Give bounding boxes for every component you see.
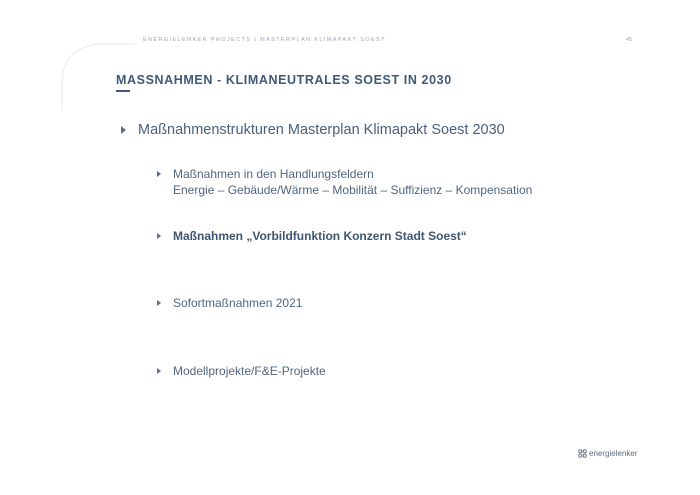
- sub-bullet-text-line2: Energie – Gebäude/Wärme – Mobilität – Suffizienz – Kompensation: [173, 183, 533, 197]
- sub-bullet-sofortmassnahmen: [157, 295, 302, 311]
- running-header: ENERGIELENKER PROJECTS | MASTERPLAN KLIMAPAKT SOEST: [143, 37, 386, 43]
- energielenker-logo: [578, 449, 637, 458]
- sub-bullet-handlungsfelder: [157, 166, 532, 198]
- sub-bullet-text: Maßnahmen in den Handlungsfeldern: [173, 167, 374, 181]
- sub-bullet-text: Sofortmaßnahmen 2021: [173, 296, 303, 310]
- bullet-arrow-icon: [157, 233, 161, 239]
- bullet-arrow-icon: [157, 171, 161, 177]
- sub-bullet-text: Maßnahmen „Vorbildfunktion Konzern Stadt Soest“: [173, 229, 467, 243]
- main-bullet-text: Maßnahmenstrukturen Masterplan Klimapakt Soest 2030: [138, 122, 505, 138]
- logo-text: energielenker: [589, 449, 638, 458]
- sub-bullet-vorbildfunktion: [157, 228, 467, 244]
- energielenker-logo-icon: [578, 449, 587, 458]
- main-bullet: [121, 121, 505, 139]
- page-number: 45: [626, 37, 633, 43]
- slide-title: MASSNAHMEN - KLIMANEUTRALES SOEST IN 2030: [116, 73, 452, 87]
- corner-decoration-line: [0, 0, 700, 120]
- bullet-arrow-icon: [157, 300, 161, 306]
- bullet-arrow-icon: [157, 368, 161, 374]
- sub-bullet-text: Modellprojekte/F&E-Projekte: [173, 364, 326, 378]
- bullet-arrow-icon: [121, 126, 126, 134]
- title-underline: [116, 90, 130, 92]
- sub-bullet-modellprojekte: [157, 363, 326, 379]
